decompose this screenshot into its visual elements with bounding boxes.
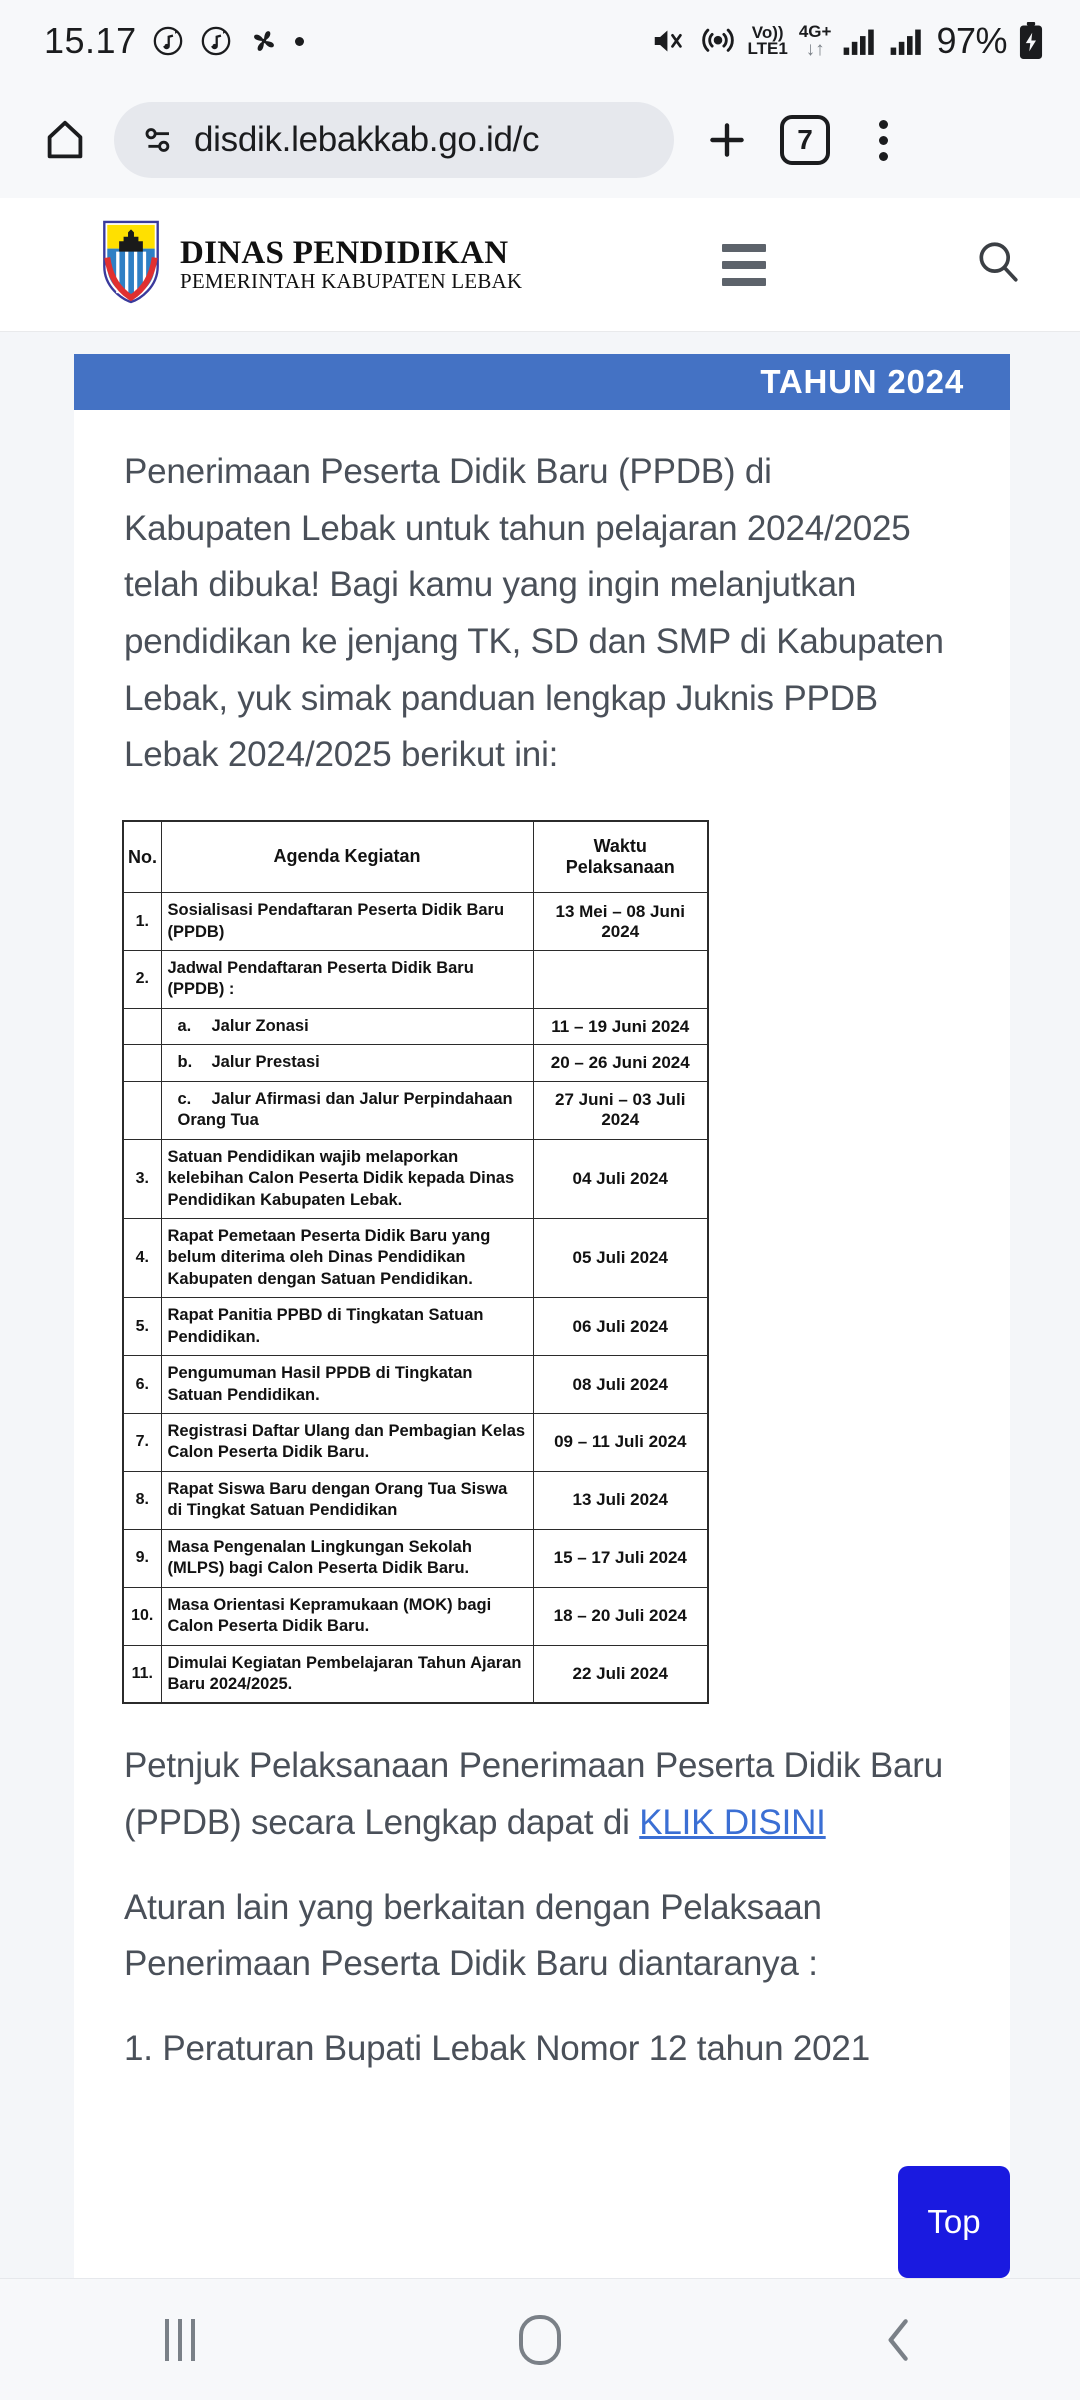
cell-waktu: 04 Juli 2024 (533, 1139, 708, 1218)
cell-agenda: Rapat Panitia PPBD di Tingkatan Satuan Pendidikan. (161, 1298, 533, 1356)
cell-waktu: 13 Mei – 08 Juni 2024 (533, 893, 708, 951)
table-row (123, 1008, 708, 1044)
klik-disini-link[interactable]: KLIK DISINI (639, 1803, 826, 1843)
back-nav-glyph (877, 2312, 923, 2368)
cell-waktu: 15 – 17 Juli 2024 (533, 1529, 708, 1587)
cell-agenda-text: Jalur Prestasi (211, 1053, 320, 1072)
list-item: 1. Peraturan Bupati Lebak Nomor 12 tahun 2021 (124, 2029, 870, 2069)
table-row (123, 1298, 708, 1356)
status-bar-left (44, 20, 304, 62)
cell-waktu: 05 Juli 2024 (533, 1218, 708, 1297)
table-row (123, 1045, 708, 1081)
cell-agenda: Satuan Pendidikan wajib melaporkan kelebihan Calon Peserta Didik kepada Dinas Pendidikan Kabupaten Lebak. (161, 1139, 533, 1218)
cell-agenda: Registrasi Daftar Ulang dan Pembagian Kelas Calon Peserta Didik Baru. (161, 1414, 533, 1472)
music-sync-icon-2 (199, 24, 233, 58)
network-type-label: 4G+ (798, 22, 832, 41)
hamburger-menu-icon[interactable] (722, 244, 766, 286)
table-head (123, 821, 708, 893)
dot-icon (295, 37, 304, 46)
table-row (123, 893, 708, 951)
music-sync-icon (151, 24, 185, 58)
cell-agenda: Pengumuman Hasil PPDB di Tingkatan Satuan Pendidikan. (161, 1356, 533, 1414)
cell-no: 11. (123, 1645, 161, 1703)
cell-waktu: 11 – 19 Juni 2024 (533, 1008, 708, 1044)
table-header-row (123, 821, 708, 893)
home-nav-glyph (519, 2315, 561, 2365)
cell-no: 6. (123, 1356, 161, 1414)
mute-icon (650, 22, 688, 60)
site-settings-icon[interactable] (140, 121, 178, 159)
cell-sub-letter: b. (177, 1053, 193, 1072)
juknis-text: Petnjuk Pelaksanaan Penerimaan Peserta Didik Baru (PPDB) secara Lengkap dapat di (124, 1746, 944, 1843)
cell-no: 7. (123, 1414, 161, 1472)
cell-no: 10. (123, 1587, 161, 1645)
cell-no: 9. (123, 1529, 161, 1587)
col-header-no: No. (123, 821, 161, 893)
kebab-menu-icon (879, 120, 888, 161)
cell-no: 5. (123, 1298, 161, 1356)
table-row (123, 951, 708, 1009)
signal-bars-icon (842, 25, 878, 57)
volte-bottom-label: LTE1 (747, 39, 788, 58)
brand-text (180, 236, 522, 294)
status-clock: 15.17 (44, 20, 137, 61)
article-banner (74, 354, 1010, 410)
volte-top-label: Vo)) (751, 22, 784, 42)
scroll-to-top-button[interactable]: Top (898, 2166, 1010, 2278)
schedule-table-wrapper (122, 820, 960, 1704)
cell-waktu: 27 Juni – 03 Juli 2024 (533, 1081, 708, 1139)
article-card (74, 354, 1010, 2278)
recent-apps-icon[interactable] (120, 2279, 240, 2400)
ppdb-schedule-table (122, 820, 709, 1704)
signal-bars-icon-2 (889, 25, 925, 57)
cell-agenda: Masa Orientasi Kepramukaan (MOK) bagi Calon Peserta Didik Baru. (161, 1587, 533, 1645)
table-row (123, 1081, 708, 1139)
cell-no (123, 1045, 161, 1081)
cell-waktu: 20 – 26 Juni 2024 (533, 1045, 708, 1081)
cell-no: 2. (123, 951, 161, 1009)
cell-agenda: Rapat Pemetaan Peserta Didik Baru yang belum diterima oleh Dinas Pendidikan Kabupaten dengan Satuan Pendidikan. (161, 1218, 533, 1297)
status-bar (0, 0, 1080, 82)
table-row (123, 1529, 708, 1587)
home-nav-icon[interactable] (480, 2279, 600, 2400)
tab-switcher-button[interactable] (766, 101, 844, 179)
browser-menu-button[interactable] (844, 101, 922, 179)
android-nav-bar (0, 2278, 1080, 2400)
cell-waktu: 18 – 20 Juli 2024 (533, 1587, 708, 1645)
cell-waktu: 13 Juli 2024 (533, 1471, 708, 1529)
cell-sub-letter: c. (177, 1089, 192, 1108)
cell-sub-letter: a. (177, 1016, 192, 1035)
cell-waktu: 09 – 11 Juli 2024 (533, 1414, 708, 1472)
volte-indicator (747, 22, 788, 58)
site-logo-link[interactable] (98, 219, 522, 310)
table-body (123, 893, 708, 1704)
battery-percent-label: 97% (936, 20, 1007, 61)
data-arrows-icon: ↓↑ (805, 39, 825, 60)
cell-no (123, 1008, 161, 1044)
table-row (123, 1414, 708, 1472)
cell-no: 4. (123, 1218, 161, 1297)
cell-agenda (161, 1008, 533, 1044)
lebak-regency-crest-logo (98, 219, 164, 310)
table-row (123, 1645, 708, 1703)
cell-agenda (161, 1081, 533, 1139)
col-header-waktu: Waktu Pelaksanaan (533, 821, 708, 893)
cell-agenda: Jadwal Pendaftaran Peserta Didik Baru (PPDB) : (161, 951, 533, 1009)
cell-no (123, 1081, 161, 1139)
cell-agenda: Masa Pengenalan Lingkungan Sekolah (MLPS) bagi Calon Peserta Didik Baru. (161, 1529, 533, 1587)
home-icon[interactable] (26, 101, 104, 179)
hotspot-icon (699, 22, 737, 60)
new-tab-button[interactable] (688, 101, 766, 179)
cell-waktu: 06 Juli 2024 (533, 1298, 708, 1356)
cell-no: 8. (123, 1471, 161, 1529)
cell-agenda-text: Jalur Zonasi (211, 1016, 309, 1035)
juknis-paragraph (120, 1738, 964, 1851)
address-bar[interactable] (114, 102, 674, 178)
status-bar-right (650, 20, 1044, 62)
battery-charging-icon (1018, 22, 1044, 60)
banner-title: TAHUN 2024 (760, 363, 964, 400)
cell-no: 3. (123, 1139, 161, 1218)
browser-toolbar (0, 82, 1080, 198)
table-row (123, 1471, 708, 1529)
article-intro-paragraph: Penerimaan Peserta Didik Baru (PPDB) di Kabupaten Lebak untuk tahun pelajaran 2024/2025 telah dibuka! Bagi kamu yang ingin melanjutkan pendidikan ke jenjang TK, SD dan SMP di Kabupaten Lebak, yuk simak panduan lengkap Juknis PPDB Lebak 2024/2025 berikut ini: (124, 452, 944, 775)
table-row (123, 1587, 708, 1645)
url-text[interactable]: disdik.lebakkab.go.id/c (194, 120, 540, 159)
site-subtitle: PEMERINTAH KABUPATEN LEBAK (180, 269, 523, 294)
recent-apps-glyph (165, 2319, 195, 2361)
col-header-agenda: Agenda Kegiatan (161, 821, 533, 893)
tab-count-label: 7 (780, 115, 830, 165)
cell-waktu (533, 951, 708, 1009)
network-type-indicator (799, 23, 832, 59)
cell-waktu: 08 Juli 2024 (533, 1356, 708, 1414)
site-header (0, 198, 1080, 332)
cell-agenda: Dimulai Kegiatan Pembelajaran Tahun Ajaran Baru 2024/2025. (161, 1645, 533, 1703)
page-content (0, 332, 1080, 2278)
cell-no: 1. (123, 893, 161, 951)
site-title: DINAS PENDIDIKAN (180, 234, 509, 271)
cell-agenda-text: Jalur Afirmasi dan Jalur Perpindahaan Orang Tua (177, 1089, 513, 1130)
cell-agenda: Sosialisasi Pendaftaran Peserta Didik Baru (PPDB) (161, 893, 533, 951)
aturan-paragraph: Aturan lain yang berkaitan dengan Pelaksaan Penerimaan Peserta Didik Baru diantaranya : (124, 1887, 822, 1984)
cell-agenda: Rapat Siswa Baru dengan Orang Tua Siswa di Tingkat Satuan Pendidikan (161, 1471, 533, 1529)
pinwheel-icon (247, 24, 281, 58)
back-nav-icon[interactable] (840, 2279, 960, 2400)
table-row (123, 1356, 708, 1414)
table-row (123, 1139, 708, 1218)
cell-agenda (161, 1045, 533, 1081)
cell-waktu: 22 Juli 2024 (533, 1645, 708, 1703)
search-icon[interactable] (972, 236, 1024, 293)
table-row (123, 1218, 708, 1297)
